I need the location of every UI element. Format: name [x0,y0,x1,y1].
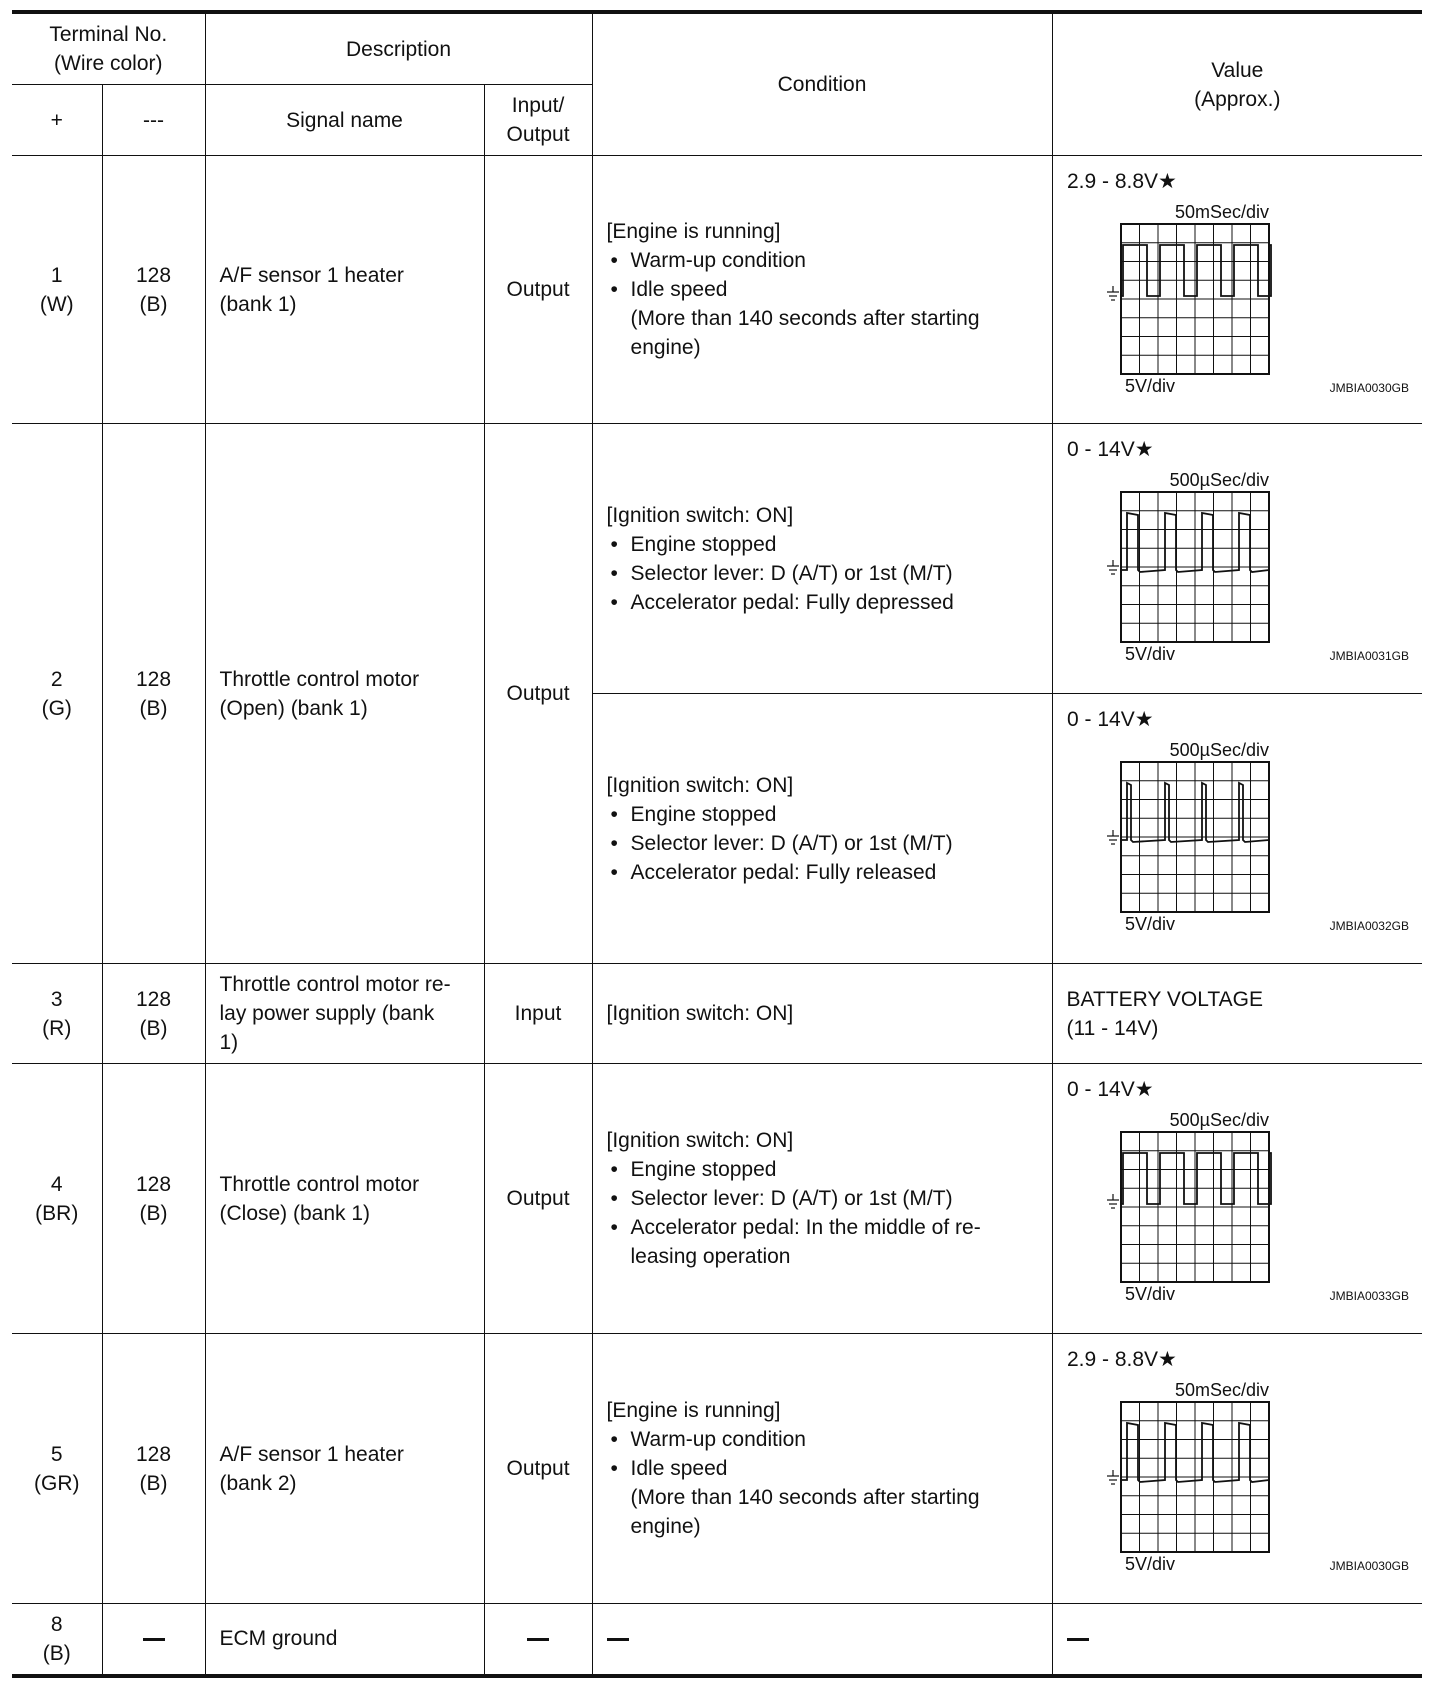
waveform-trace [1121,245,1271,296]
time-div-label: 500µSec/div [1169,740,1269,760]
table-row [12,156,1422,424]
condition-head: [Engine is running] [606,1399,781,1422]
ground-marker-icon [1107,286,1119,300]
condition-item: • Selector lever: D (A/T) or 1st (M/T) [607,829,1042,858]
table-row [12,424,1422,694]
terminal-plus-cell: 3 (R) [12,964,102,1064]
condition-item: • Selector lever: D (A/T) or 1st (M/T) [607,559,1042,588]
terminal-minus-cell: 128 (B) [102,964,205,1064]
dash-mark [607,1638,629,1641]
figure-code-label: JMBIA0032GB [1329,919,1409,933]
oscilloscope-figure [1053,1064,1423,1330]
terminal-table-document [12,10,1422,1678]
ground-marker-icon [1107,830,1119,844]
terminal-minus-cell: 128 (B) [102,1334,205,1604]
volt-div-label: 5V/div [1124,644,1175,664]
condition-cell [592,1064,1052,1334]
condition-item: • Engine stopped [607,800,1042,829]
value-cell [1052,1334,1422,1604]
input-output-cell [484,1604,592,1676]
table-row [12,964,1422,1064]
condition-cell [592,424,1052,694]
volt-div-label: 5V/div [1124,914,1175,934]
condition-item: • Selector lever: D (A/T) or 1st (M/T) [607,1184,1042,1213]
header-value: Value (Approx.) [1052,12,1422,156]
signal-name-cell: Throttle control motor (Open) (bank 1) [205,424,484,964]
terminal-plus-cell: 1 (W) [12,156,102,424]
dash-mark [527,1638,549,1641]
value-range-label: 0 - 14V★ [1066,1078,1154,1101]
value-cell [1052,156,1422,424]
condition-note: (More than 140 seconds after starting engine) [630,307,980,359]
condition-item: • Engine stopped [607,1155,1042,1184]
condition-head: [Ignition switch: ON] [606,1129,794,1152]
header-io: Input/ Output [484,85,592,156]
value-cell: BATTERY VOLTAGE (11 - 14V) [1052,964,1422,1064]
oscilloscope-figure [1053,156,1423,422]
dash-mark [143,1638,165,1641]
terminal-minus-cell: 128 (B) [102,424,205,964]
oscilloscope-figure [1053,694,1423,960]
header-plus: + [12,85,102,156]
header-signal-name: Signal name [205,85,484,156]
terminal-plus-cell: 8 (B) [12,1604,102,1676]
value-cell [1052,1064,1422,1334]
table-row [12,1334,1422,1604]
header-terminal: Terminal No. (Wire color) [12,12,205,85]
terminal-minus-cell [102,1604,205,1676]
oscilloscope-figure [1053,424,1423,690]
figure-code-label: JMBIA0033GB [1329,1289,1409,1303]
condition-item: • Idle speed [607,1454,1042,1483]
condition-head: [Ignition switch: ON] [606,503,794,527]
input-output-cell: Output [484,156,592,424]
condition-item: • Warm-up condition [607,1425,1042,1454]
value-range-label: 2.9 - 8.8V★ [1066,1348,1177,1371]
table-row [12,1604,1422,1676]
value-cell [1052,1604,1422,1676]
terminal-plus-cell: 5 (GR) [12,1334,102,1604]
volt-div-label: 5V/div [1124,1284,1175,1304]
signal-name-cell: A/F sensor 1 heater (bank 2) [205,1334,484,1604]
waveform-trace [1121,1153,1271,1204]
terminal-minus-cell: 128 (B) [102,1064,205,1334]
value-cell [1052,424,1422,694]
condition-item: • Accelerator pedal: Fully depressed [607,588,1042,617]
condition-item: • Accelerator pedal: In the middle of re- leasing operation [607,1213,1042,1271]
condition-cell [592,964,1052,1064]
time-div-label: 50mSec/div [1174,1380,1269,1400]
condition-list [607,1425,1042,1483]
value-range-label: 0 - 14V★ [1066,708,1154,731]
volt-div-label: 5V/div [1124,376,1175,396]
condition-cell [592,156,1052,424]
value-cell [1052,694,1422,964]
condition-list [607,530,1042,617]
signal-name-cell: Throttle control motor re- lay power supply (bank 1) [205,964,484,1064]
oscilloscope-figure [1053,1334,1423,1600]
condition-cell [592,694,1052,964]
figure-code-label: JMBIA0030GB [1329,1559,1409,1573]
time-div-label: 50mSec/div [1174,202,1269,222]
condition-list [607,800,1042,887]
ground-marker-icon [1107,1470,1119,1484]
input-output-cell: Input [484,964,592,1064]
terminal-minus-cell: 128 (B) [102,156,205,424]
signal-name-cell: ECM ground [205,1604,484,1676]
input-output-cell: Output [484,1334,592,1604]
condition-item: • Accelerator pedal: Fully released [607,858,1042,887]
scope-grid [1121,1132,1269,1282]
scope-grid [1121,762,1269,912]
time-div-label: 500µSec/div [1169,1110,1269,1130]
table-body [12,156,1422,1676]
condition-item: • Engine stopped [607,530,1042,559]
input-output-cell: Output [484,424,592,964]
ground-marker-icon [1107,560,1119,574]
terminal-plus-cell: 2 (G) [12,424,102,964]
signal-name-cell: A/F sensor 1 heater (bank 1) [205,156,484,424]
volt-div-label: 5V/div [1124,1554,1175,1574]
signal-name-cell: Throttle control motor (Close) (bank 1) [205,1064,484,1334]
value-range-label: 2.9 - 8.8V★ [1066,170,1177,193]
header-minus: --- [102,85,205,156]
condition-note: (More than 140 seconds after starting engine) [630,1486,980,1538]
condition-item: • Idle speed [607,275,1042,304]
input-output-cell: Output [484,1064,592,1334]
value-range-label: 0 - 14V★ [1066,438,1154,461]
scope-grid [1121,224,1269,374]
condition-item: • Warm-up condition [607,246,1042,275]
condition-head: [Ignition switch: ON] [606,773,794,797]
terminal-plus-cell: 4 (BR) [12,1064,102,1334]
header-condition: Condition [592,12,1052,156]
dash-mark [1067,1638,1089,1641]
time-div-label: 500µSec/div [1169,470,1269,490]
header-description: Description [205,12,592,85]
table-row [12,1064,1422,1334]
condition-head: [Engine is running] [606,220,781,243]
condition-cell [592,1604,1052,1676]
ground-marker-icon [1107,1194,1119,1208]
condition-list [607,246,1042,304]
condition-list [607,1155,1042,1271]
condition-head: [Ignition switch: ON] [606,1002,794,1025]
condition-cell [592,1334,1052,1604]
figure-code-label: JMBIA0030GB [1329,381,1409,395]
terminal-table [12,10,1422,1678]
figure-code-label: JMBIA0031GB [1329,649,1409,663]
